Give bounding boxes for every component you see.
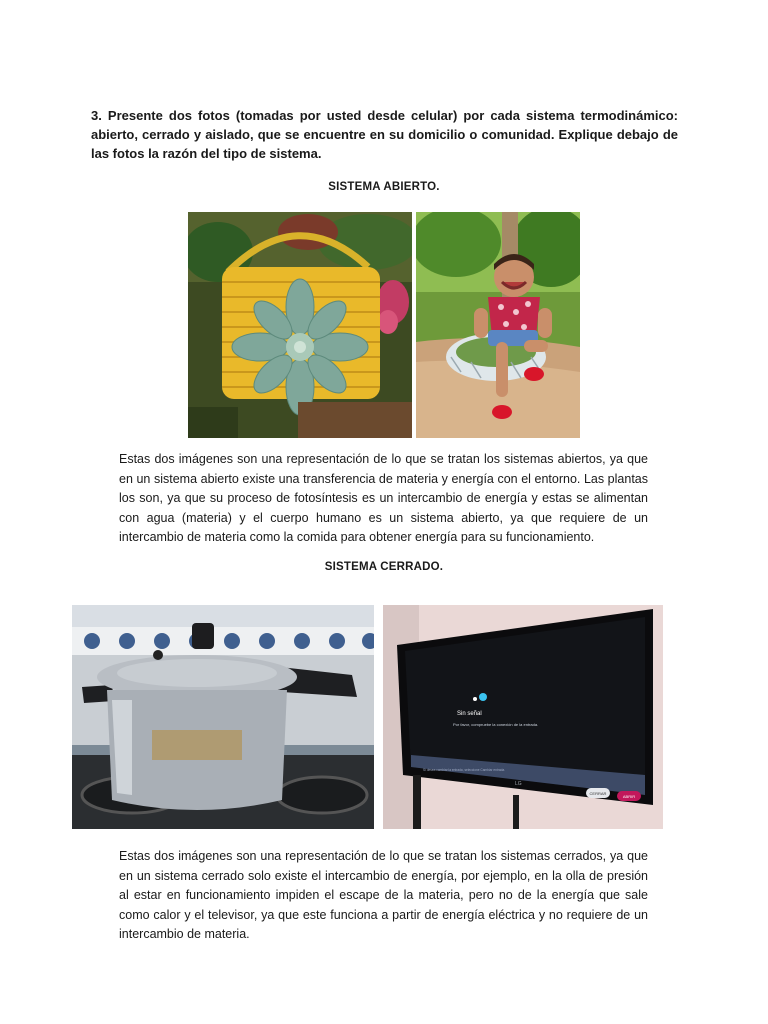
tv-brand: LG [515, 781, 522, 787]
question-body: Presente dos fotos (tomadas por usted desde celular) por cada sistema termodinámico: abierto, cerrado y aislado, que se encuentre en su domicilio o comunidad. Explique debajo de las fotos la razón del tipo de sistema. [91, 108, 678, 161]
tv-cerrar-label: CERRAR [589, 791, 607, 796]
section-heading-closed-system: SISTEMA CERRADO. [324, 561, 444, 573]
photo-television [383, 605, 663, 829]
explanation-closed-system: Estas dos imágenes son una representación de lo que se tratan los sistemas cerrados, ya que en un sistema cerrado solo existe el intercambio de energía, por ejemplo, en la olla de presión al estar en funcionamiento impiden el escape de la materia, pero no de la energía que sale como calor y el televisor, ya que este funciona a partir de energía eléctrica y no requiere de un intercambio de materia. [119, 849, 648, 942]
tv-message: Por favor, compruebe la conexión de la entrada. [453, 722, 539, 727]
photo-pressure-cooker [72, 605, 374, 829]
explanation-open-system: Estas dos imágenes son una representación de lo que se tratan los sistemas abiertos, ya que en un sistema abierto existe una transferencia de materia y energía con el entorno. Las plantas los son, ya que su proceso de fotosíntesis es un intercambio de energía y estas se alimentan con agua (materia) y el cuerpo humano es un sistema abierto, ya que requiere de un intercambio de materia como la comida para obtener energía para su funcionamiento. [119, 452, 648, 545]
photo-succulent-basket [188, 212, 412, 438]
tv-abrir-label: ABRIR [622, 794, 636, 799]
section-heading-open-system: SISTEMA ABIERTO. [328, 181, 440, 193]
tv-footer-hint: Si desea cambiar la entrada, seleccione Cambiar entrada. [423, 768, 506, 772]
tv-title: Sin señal [457, 711, 482, 717]
question-number: 3. [91, 108, 102, 123]
photo-baby-on-tire [416, 212, 580, 438]
question-text [91, 106, 678, 163]
